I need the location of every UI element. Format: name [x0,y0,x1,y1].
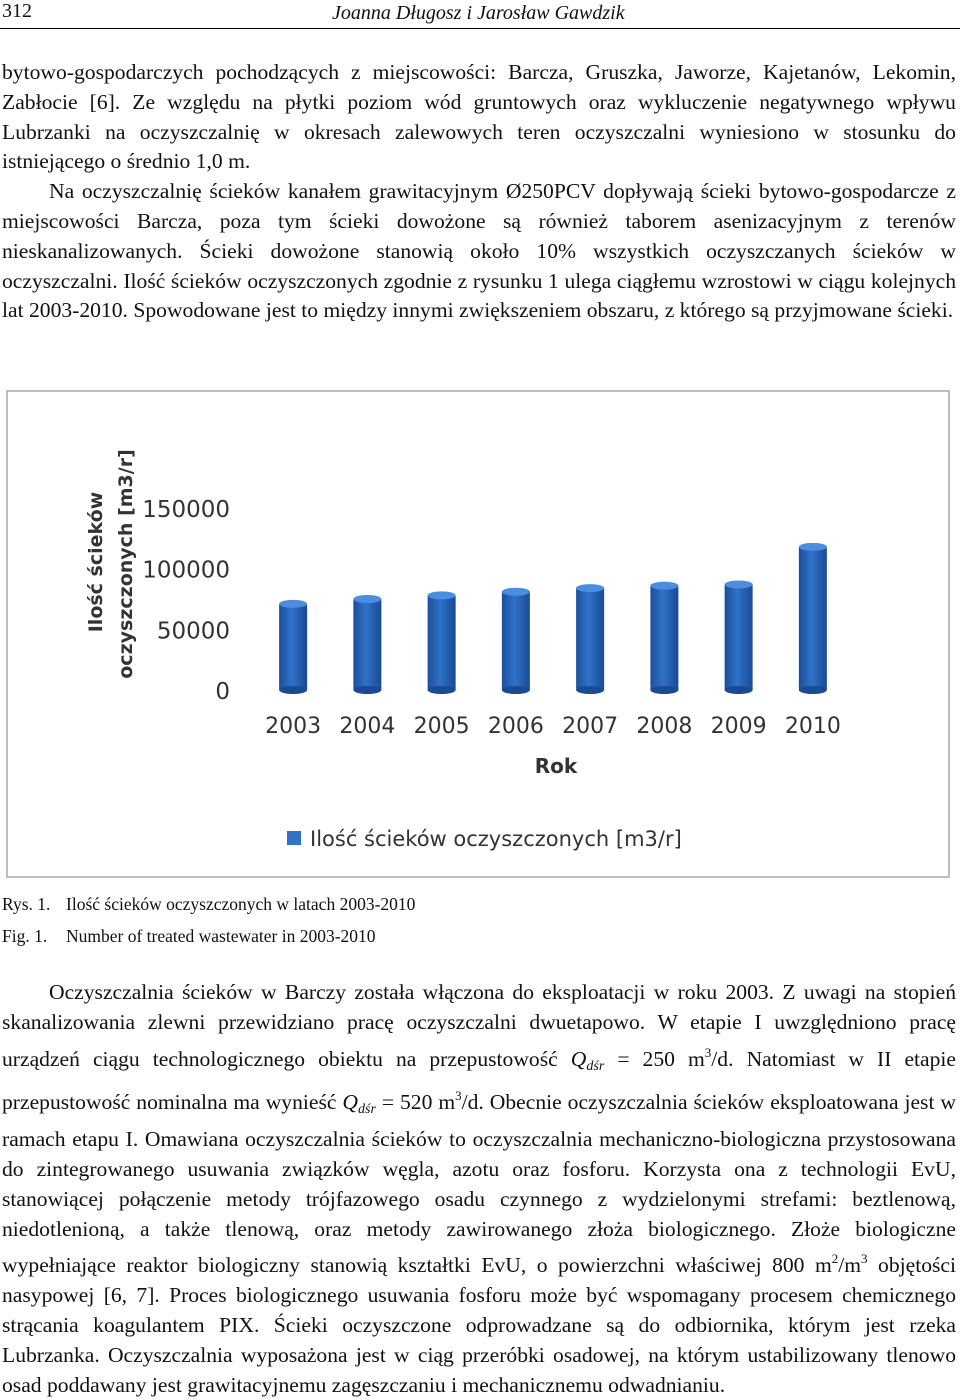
superscript-3: 3 [861,1251,868,1267]
bar-base-2005 [428,686,456,694]
text-fragment: /d. [711,1046,734,1071]
bar-2004 [353,599,381,690]
bar-2008 [650,586,678,690]
intro-paragraphs [2,58,956,326]
bar-base-2008 [650,686,678,694]
x-tick-label: 2003 [265,714,322,739]
superscript-3: 3 [455,1088,462,1104]
text-fragment: /d. Obecnie [461,1090,562,1115]
text-line: Lubrzanka. Oczyszczalnia wyposażona jest w ciąg przeróbki osadowej, na którym ustabilizowany [2,1342,879,1367]
symbol-q: Q [342,1090,359,1115]
bar-2009 [725,584,753,690]
paragraph-1 [2,58,956,177]
text-line: [6, 7]. Proces biologicznego usuwania fosforu może być wspomagany procesem chemicznego [103,1283,957,1308]
bar-2006 [502,592,530,690]
x-tick-label: 2007 [562,714,619,739]
bar-base-2007 [576,686,604,694]
text-line: tlenowo osad poddawany jest grawitacyjnemu zagęszczaniu i mechanicznemu odwadnianiu. [2,1342,956,1397]
y-tick-label: 100000 [142,557,230,584]
bar-top-2010 [799,543,827,551]
text-fragment: = 250 m [604,1046,705,1071]
caption-label-en: Fig. 1. [2,926,48,946]
symbol-q: Q [570,1046,587,1071]
subscript-dsr: dśr [358,1102,376,1118]
x-tick-label: 2008 [636,714,693,739]
text-line: strącania koagulantem PIX. Ścieki oczyszczone odprowadzane są do odbiornika, którym jest rzeka [2,1312,956,1337]
superscript-3: 3 [704,1044,712,1060]
text-line: biologiczny stanowią kształtki EvU, o powierzchni właściwej 800 m [198,1253,832,1278]
text-line: Natomiast w II etapie przepustowość nominalna ma wynieść [2,1046,956,1115]
text-line: bytowo-gospodarczych pochodzących z miejscowości: Barcza, Gruszka, Jaworze, Kajetanów, [2,60,861,84]
paragraph-3-text [2,978,956,1400]
page-number: 312 [2,0,32,22]
y-axis-title-line2: oczyszczonych [m3/r] [115,449,137,679]
bar-2003 [279,604,307,690]
x-tick-label: 2004 [339,714,396,739]
running-head-authors: Joanna Długosz i Jarosław Gawdzik [332,2,625,24]
figure-caption-pl [2,894,415,915]
text-line: negatywnego wpływu Lubrzanki na oczyszczalnię w okresach zalewowych teren oczyszczalni [2,89,956,144]
legend-swatch [287,831,301,845]
text-line: stopień skanalizowania zlewni przewidziano pracę oczyszczalni dwuetapowo. W etapie I [2,980,956,1034]
y-tick-label: 150000 [142,497,230,523]
subscript-dsr: dśr [586,1058,605,1074]
x-axis-title: Rok [534,754,578,778]
paragraph-3 [2,978,956,1400]
bar-top-2008 [650,582,678,590]
text-fragment: /m [838,1253,862,1278]
text-line: węgla, azotu oraz fosforu. Korzysta ona z technologii EvU, stanowiącej połączenie metody [2,1156,956,1211]
bar-base-2010 [799,686,827,694]
bar-top-2009 [725,580,753,588]
text-line: oczyszczalnia ścieków eksploatowana jest w ramach etapu I. Omawiana oczyszczalnia ścieków to [2,1090,956,1152]
bar-base-2009 [725,686,753,694]
bar-top-2006 [502,588,530,596]
caption-text-en: Number of treated wastewater in 2003-2010 [66,926,376,946]
text-line: Na oczyszczalnię ścieków kanałem grawitacyjnym Ø250PCV dopływają ścieki [49,179,752,204]
text-line: oczyszczanych ścieków w oczyszczalni. Ilość ścieków oczyszczonych zgodnie z rysunku 1 ulega [2,238,956,293]
text-line: asenizacyjnym z terenów nieskanalizowanych. Ścieki dowożone stanowią około 10% wszystkich [2,208,956,263]
x-tick-label: 2009 [710,714,767,739]
x-tick-label: 2010 [784,714,841,739]
text-fragment: objętości nasypowej [2,1253,956,1308]
x-tick-label: 2006 [487,714,544,739]
caption-label-pl: Rys. 1. [2,894,51,914]
text-line: tlenową, oraz metody zawirowanego złoża biologicznego. Złoże biologiczne wypełniające reaktor [2,1216,956,1278]
text-line: trójfazowego osadu czynnego z wydzielonymi strefami: beztlenową, niedotlenioną, a także [2,1186,956,1241]
caption-text-pl: Ilość ścieków oczyszczonych w latach 2003-2010 [66,894,416,914]
text-line: zwiększeniem obszaru, z którego są przyjmowane ścieki. [459,298,954,323]
text-fragment: = 520 m [375,1090,456,1115]
page-header [0,0,960,29]
superscript-2: 2 [831,1251,839,1267]
bar-chart-svg [8,392,948,876]
bar-2007 [576,588,604,690]
bar-top-2003 [279,600,307,608]
paragraph-2 [2,177,956,326]
x-tick-label: 2005 [413,714,470,739]
bar-2005 [428,595,456,690]
bar-top-2007 [576,584,604,592]
text-line: Oczyszczalnia ścieków w Barczy została włączona do eksploatacji w roku 2003. Z uwagi na [49,980,886,1004]
text-line: ciągłemu wzrostowi w ciągu kolejnych lat 2003-2010. Spowodowane jest to między innymi [2,268,956,323]
text-line: wyniesiono w stosunku do istniejącego o średnio 1,0 m. [2,119,956,174]
legend-label: Ilość ścieków oczyszczonych [m3/r] [310,827,682,851]
bar-base-2006 [502,686,530,694]
bar-base-2003 [279,686,307,694]
figure-caption-en [2,926,376,947]
figure-1-chart [6,390,950,878]
text-line: Lekomin, Zabłocie [6]. Ze względu na płytki poziom wód gruntowych oraz wykluczenie [2,60,956,114]
text-line: oczyszczalnia mechaniczno-biologiczna przystosowana do zintegrowanego usuwania związków [2,1127,957,1181]
bar-base-2004 [353,686,381,694]
text-line: uwzględniono pracę urządzeń ciągu technologicznego obiektu na przepustowość [2,1009,956,1071]
y-tick-label: 50000 [156,618,230,645]
text-line: bytowo-gospodarcze z miejscowości Barcza, poza tym ścieki dowożone są również taborem [2,179,956,233]
y-tick-label: 0 [215,679,230,705]
bar-top-2004 [353,595,381,603]
y-axis-title-line1: Ilość ścieków [85,491,107,633]
bar-top-2005 [428,591,456,599]
bar-2010 [799,547,827,690]
